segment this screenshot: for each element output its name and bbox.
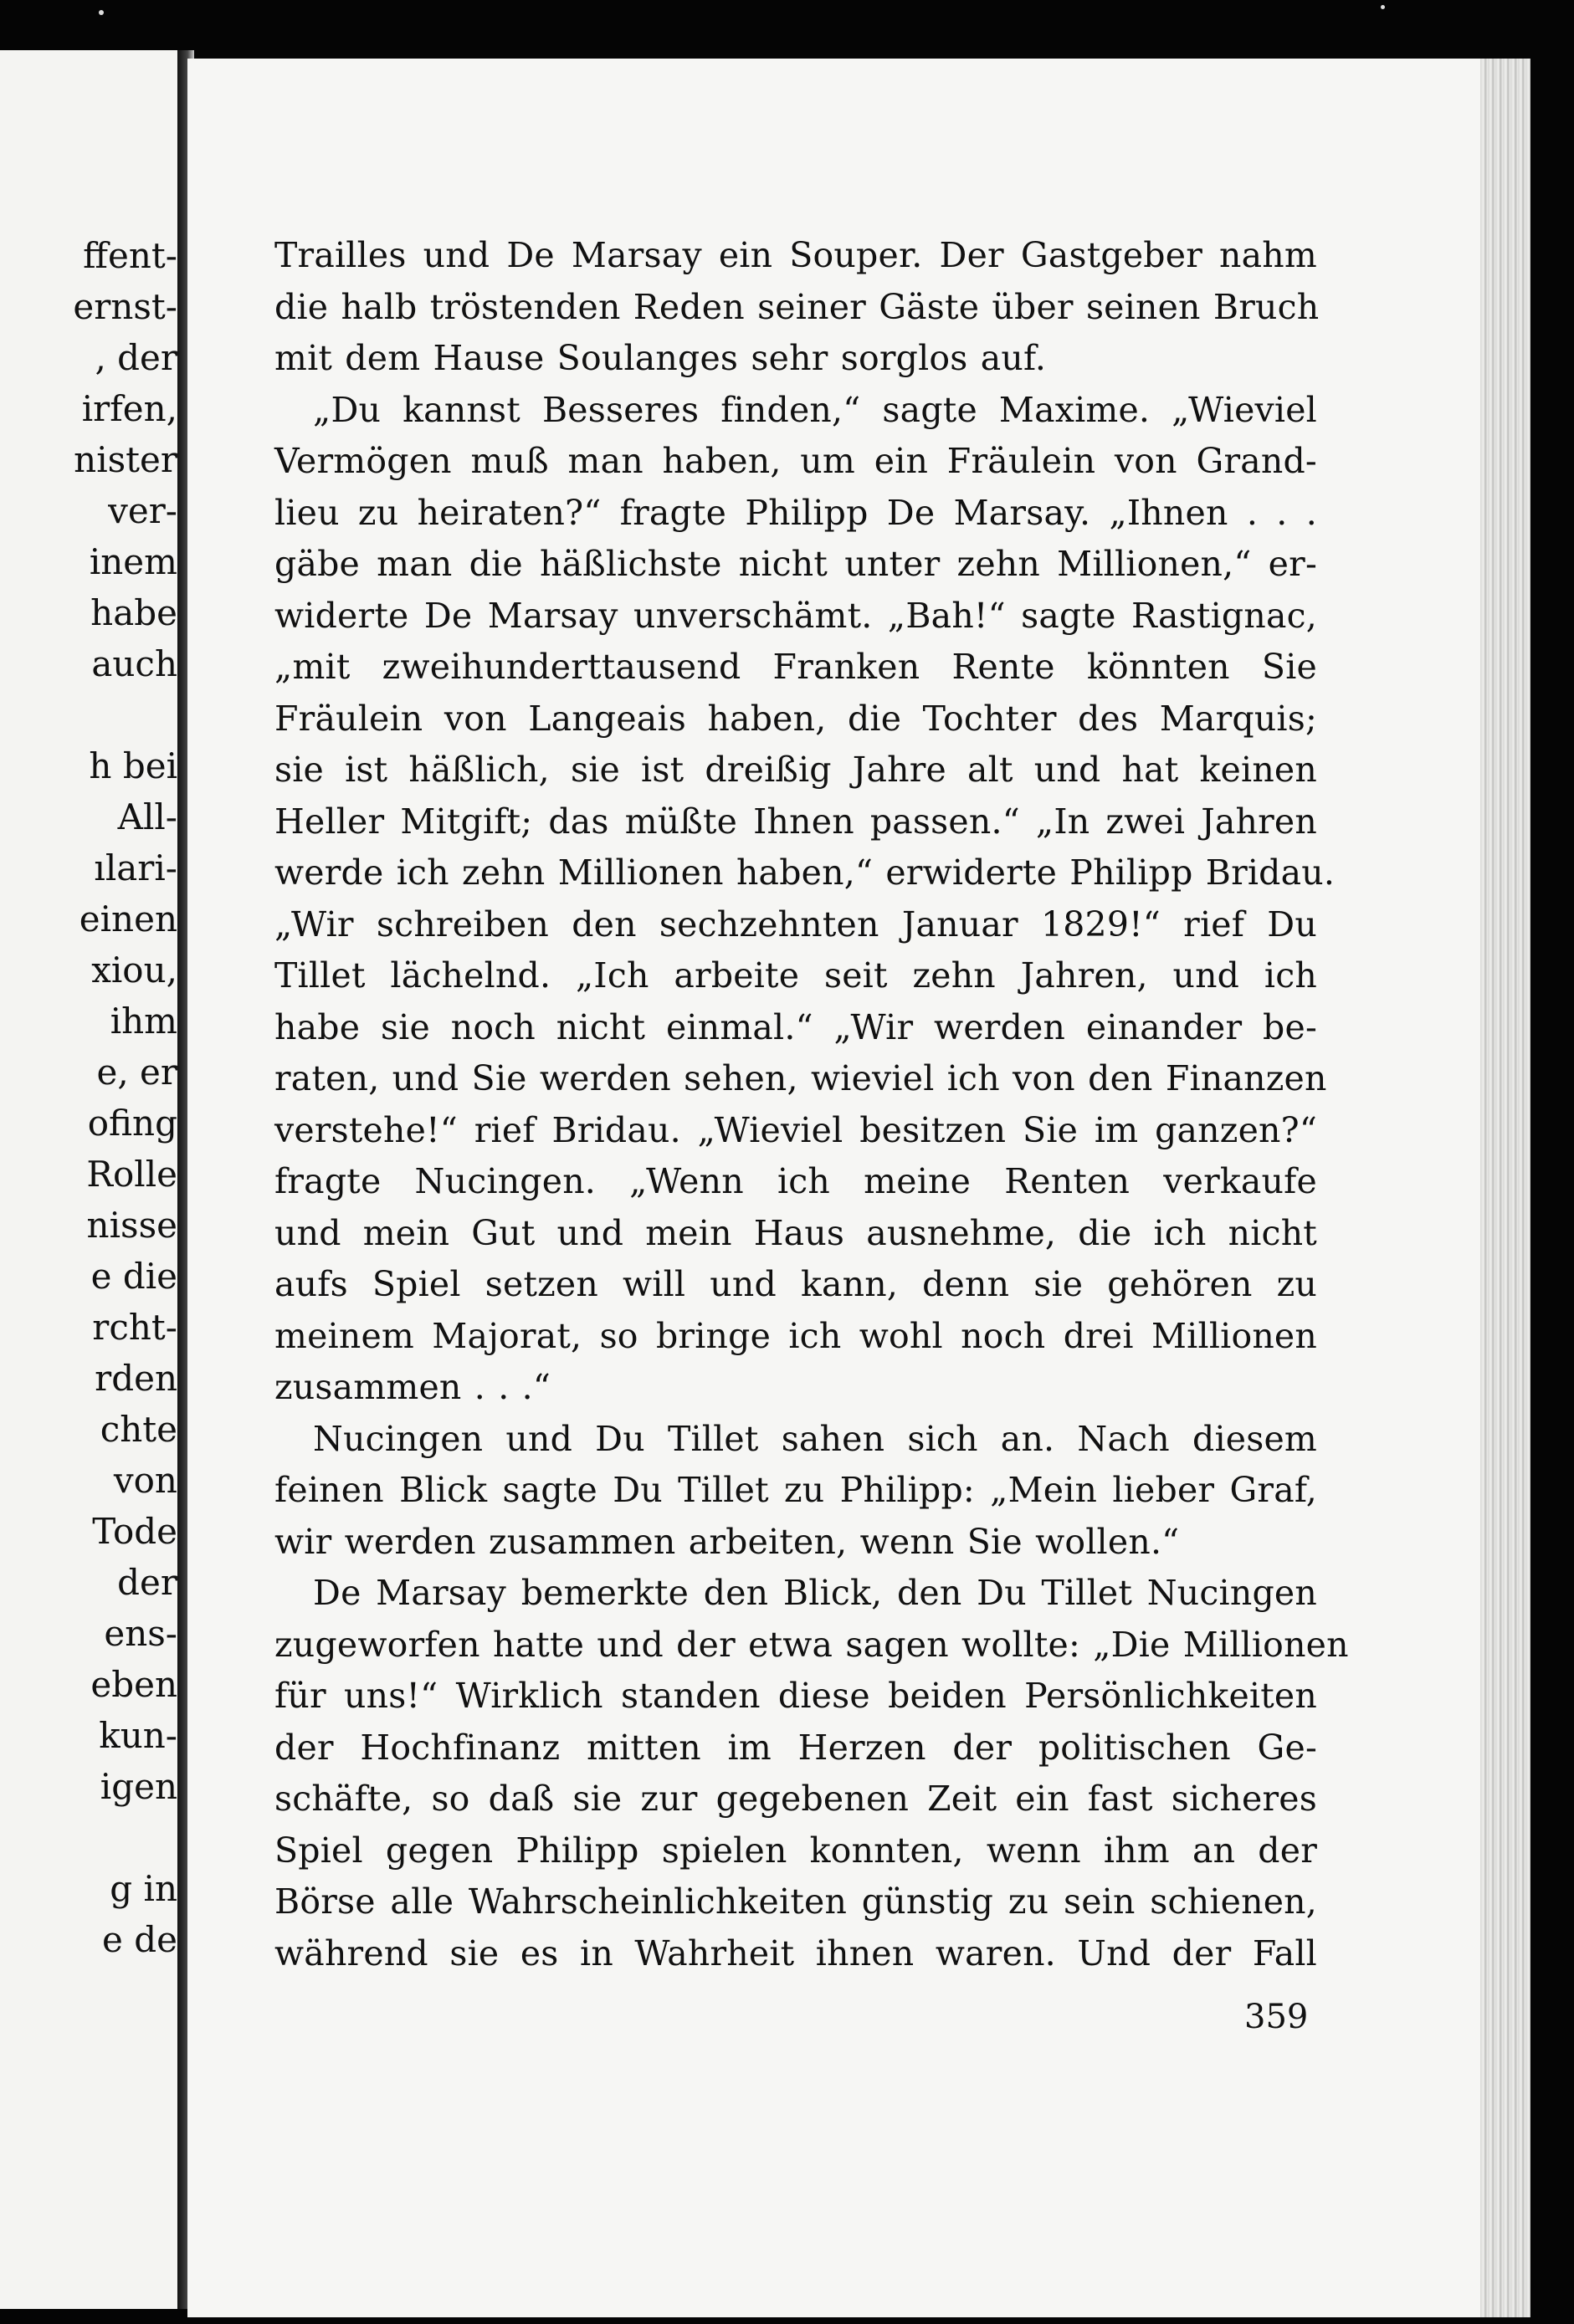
right-page [187, 59, 1530, 2317]
text-line: De Marsay bemerkte den Blick, den Du Tillet Nucingen [313, 1573, 1317, 1613]
text-line: sie ist häßlich, sie ist dreißig Jahre alt und hat keinen [274, 750, 1317, 790]
text-line: und mein Gut und mein Haus ausnehme, die ich nicht [274, 1212, 1317, 1253]
left-page-line: e, er [96, 1052, 177, 1093]
text-line: aufs Spiel setzen will und kann, denn sie gehören zu [274, 1264, 1317, 1304]
text-line: gäbe man die häßlichste nicht unter zehn Millionen,“ er- [274, 544, 1317, 584]
dust-speck [1381, 5, 1385, 9]
text-line: zusammen . . .“ [274, 1367, 551, 1407]
text-line: raten, und Sie werden sehen, wieviel ich von den Finanzen [274, 1058, 1327, 1098]
left-page-line: der [117, 1562, 177, 1603]
left-page-line: irfen, [81, 388, 177, 429]
page-edge-stack [1480, 59, 1530, 2317]
left-page-line: chte [100, 1409, 177, 1450]
left-page-line: , der [95, 337, 177, 378]
left-page-line: rden [95, 1358, 177, 1399]
left-page-line: xiou, [91, 950, 177, 991]
text-line: Fräulein von Langeais haben, die Tochter des Marquis; [274, 698, 1317, 739]
left-page-line: e die [90, 1256, 177, 1297]
left-page-line: Rolle [86, 1154, 177, 1195]
left-page-line: inem [89, 541, 177, 582]
text-line: wir werden zusammen arbeiten, wenn Sie wollen.“ [274, 1521, 1180, 1562]
left-page-line: Tode [92, 1511, 177, 1552]
left-page-line: nisse [86, 1205, 177, 1246]
text-line: widerte De Marsay unverschämt. „Bah!“ sagte Rastignac, [274, 595, 1317, 636]
left-page-line: nister [74, 439, 177, 480]
text-line: schäfte, so daß sie zur gegebenen Zeit ein fast sicheres [274, 1779, 1317, 1819]
text-line: fragte Nucingen. „Wenn ich meine Renten verkaufe [274, 1161, 1317, 1201]
text-line: „Wir schreiben den sechzehnten Januar 1829!“ rief Du [274, 903, 1317, 944]
left-page-line: einen [79, 898, 177, 939]
page-body-text [274, 230, 1349, 1979]
left-page-line [0, 1812, 177, 1863]
text-line: habe sie noch nicht einmal.“ „Wir werden einander be- [274, 1006, 1317, 1047]
text-line: Heller Mitgift; das müßte Ihnen passen.“ „In zwei Jahren [274, 801, 1317, 842]
left-page-line: rcht- [92, 1307, 177, 1348]
text-line: „Du kannst Besseres finden,“ sagte Maxime. „Wieviel [313, 389, 1317, 430]
left-page-line: ılari- [94, 847, 177, 888]
text-line: während sie es in Wahrheit ihnen waren. Und der Fall [274, 1932, 1317, 1973]
dust-speck [99, 10, 104, 15]
scan-border [1530, 59, 1574, 2324]
text-line: meinem Majorat, so bringe ich wohl noch drei Millionen [274, 1315, 1317, 1356]
left-page-line: igen [100, 1766, 177, 1807]
left-page [0, 50, 182, 2309]
text-line: die halb tröstenden Reden seiner Gäste über seinen Bruch [274, 286, 1320, 327]
text-line: Trailles und De Marsay ein Souper. Der Gastgeber nahm [274, 235, 1317, 275]
text-line: Vermögen muß man haben, um ein Fräulein von Grand- [274, 441, 1317, 481]
left-page-line: e de [102, 1919, 177, 1960]
left-page-line: ernst- [73, 286, 177, 327]
text-line: der Hochfinanz mitten im Herzen der politischen Ge- [274, 1727, 1317, 1768]
left-page-line: All- [117, 796, 177, 837]
left-page-line: ens- [104, 1613, 177, 1654]
text-line: „mit zweihunderttausend Franken Rente könnten Sie [274, 647, 1317, 687]
text-line: Spiel gegen Philipp spielen konnten, wenn ihm an der [274, 1830, 1317, 1871]
left-page-line: ofing [87, 1103, 177, 1144]
left-page-line: ffent- [83, 235, 177, 276]
text-line: feinen Blick sagte Du Tillet zu Philipp: „Mein lieber Graf, [274, 1470, 1317, 1510]
text-line: Tillet lächelnd. „Ich arbeite seit zehn Jahren, und ich [274, 955, 1317, 996]
left-page-line: ver- [108, 490, 177, 531]
text-line: lieu zu heiraten?“ fragte Philipp De Marsay. „Ihnen . . . [274, 492, 1317, 533]
text-line: für uns!“ Wirklich standen diese beiden Persönlichkeiten [274, 1676, 1317, 1716]
text-line: mit dem Hause Soulanges sehr sorglos auf. [274, 338, 1047, 378]
text-line: verstehe!“ rief Bridau. „Wieviel besitzen Sie im ganzen?“ [274, 1109, 1317, 1150]
left-page-line: auch [91, 643, 177, 684]
page-number: 359 [1244, 1998, 1309, 2036]
left-page-line [0, 689, 177, 740]
text-line: Börse alle Wahrscheinlichkeiten günstig zu sein schienen, [274, 1881, 1317, 1922]
left-page-line: kun- [99, 1715, 177, 1756]
text-line: werde ich zehn Millionen haben,“ erwiderte Philipp Bridau. [274, 852, 1336, 893]
left-page-line: von [113, 1460, 177, 1501]
left-page-line: habe [90, 592, 177, 633]
left-page-line: g in [110, 1868, 177, 1909]
text-line: Nucingen und Du Tillet sahen sich an. Nach diesem [313, 1418, 1317, 1459]
left-page-line: h bei [89, 745, 177, 786]
left-page-line: eben [90, 1664, 177, 1705]
text-line: zugeworfen hatte und der etwa sagen wollte: „Die Millionen [274, 1624, 1349, 1665]
left-page-text [0, 230, 177, 1965]
left-page-line: ihm [110, 1001, 177, 1042]
